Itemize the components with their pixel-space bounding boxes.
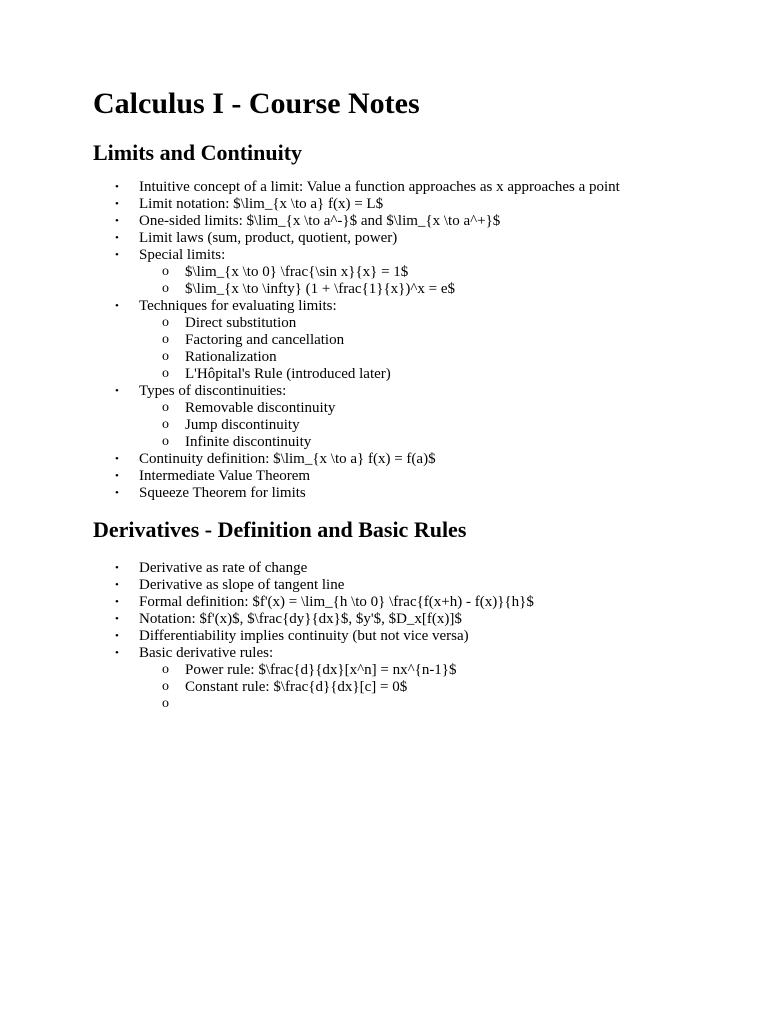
list-item-text: Squeeze Theorem for limits: [139, 485, 306, 501]
list-item: [93, 628, 713, 645]
sub-list-item-text: Constant rule: $\frac{d}{dx}[c] = 0$: [185, 679, 408, 695]
bullet-marker: •: [115, 647, 119, 659]
sub-list-item: [93, 332, 713, 349]
list-item-text: Continuity definition: $\lim_{x \to a} f(x) = f(a)$: [139, 451, 436, 467]
bullet-marker: •: [115, 181, 119, 193]
list-item-text: Derivative as slope of tangent line: [139, 577, 345, 593]
list-item: [93, 611, 713, 628]
sub-list-item: [93, 662, 713, 679]
bullet-marker: •: [115, 215, 119, 227]
sub-list-item-text: Factoring and cancellation: [185, 332, 345, 348]
bullet-marker: •: [115, 385, 119, 397]
list-item-text: Notation: $f'(x)$, $\frac{dy}{dx}$, $y'$, $D_x[f(x)]$: [139, 611, 462, 627]
bullet-marker: •: [115, 198, 119, 210]
section-heading: Derivatives - Definition and Basic Rules: [93, 517, 467, 542]
bullet-marker: •: [115, 630, 119, 642]
list-item-text: Intuitive concept of a limit: Value a function approaches as x approaches a point: [139, 179, 620, 195]
list-item: [93, 230, 713, 247]
sub-list-item: [93, 315, 713, 332]
bullet-marker: •: [115, 453, 119, 465]
sub-bullet-marker: o: [162, 349, 169, 364]
list-item-text: Basic derivative rules:: [139, 645, 274, 661]
sub-list: [139, 662, 713, 713]
list-item-text: Types of discontinuities:: [139, 383, 287, 399]
sub-list: [139, 315, 713, 383]
sub-bullet-marker: o: [162, 366, 169, 381]
sub-list-item-text: [185, 696, 189, 713]
sub-bullet-marker: o: [162, 400, 169, 415]
sub-list-item: [93, 400, 713, 417]
sub-list-item-text: Direct substitution: [185, 315, 297, 331]
list-item-text: Derivative as rate of change: [139, 560, 308, 576]
sub-list-item: [93, 349, 713, 366]
bullet-marker: •: [115, 562, 119, 574]
list-item: [93, 247, 713, 298]
sub-list-item: [93, 696, 713, 713]
sub-list-item-text: Jump discontinuity: [185, 417, 300, 433]
list-item-text: Special limits:: [139, 247, 226, 263]
bullet-marker: •: [115, 579, 119, 591]
bullet-list: [93, 179, 713, 502]
document-page: [93, 86, 713, 713]
sub-list: [139, 264, 713, 298]
sub-list-item: [93, 281, 713, 298]
sub-bullet-marker: o: [162, 315, 169, 330]
bullet-marker: •: [115, 249, 119, 261]
document-body: [93, 139, 713, 713]
list-item: [93, 383, 713, 451]
list-item: [93, 577, 713, 594]
list-item-text: Techniques for evaluating limits:: [139, 298, 337, 314]
list-item: [93, 298, 713, 383]
list-item-text: Intermediate Value Theorem: [139, 468, 311, 484]
list-item-text: Limit laws (sum, product, quotient, power): [139, 230, 398, 246]
sub-list: [139, 400, 713, 451]
sub-bullet-marker: o: [162, 281, 169, 296]
list-item: [93, 468, 713, 485]
page-title: Calculus I - Course Notes: [93, 87, 420, 120]
sub-bullet-marker: o: [162, 434, 169, 449]
list-item: [93, 485, 713, 502]
sub-bullet-marker: o: [162, 679, 169, 694]
bullet-marker: •: [115, 232, 119, 244]
sub-bullet-marker: o: [162, 332, 169, 347]
sub-list-item-text: Rationalization: [185, 349, 277, 365]
bullet-marker: •: [115, 613, 119, 625]
sub-list-item-text: $\lim_{x \to 0} \frac{\sin x}{x} = 1$: [185, 264, 409, 280]
sub-bullet-marker: o: [162, 696, 169, 711]
bullet-marker: •: [115, 596, 119, 608]
list-item: [93, 594, 713, 611]
sub-list-item-text: Power rule: $\frac{d}{dx}[x^n] = nx^{n-1}$: [185, 662, 457, 678]
bullet-marker: •: [115, 470, 119, 482]
sub-list-item: [93, 264, 713, 281]
sub-list-item: [93, 679, 713, 696]
bullet-list: [93, 560, 713, 713]
list-item-text: Limit notation: $\lim_{x \to a} f(x) = L$: [139, 196, 384, 212]
section-heading: Limits and Continuity: [93, 140, 303, 165]
sub-list-item-text: Removable discontinuity: [185, 400, 336, 416]
list-item: [93, 645, 713, 713]
list-item-text: One-sided limits: $\lim_{x \to a^-}$ and $\lim_{x \to a^+}$: [139, 213, 501, 229]
list-item-text: Differentiability implies continuity (but not vice versa): [139, 628, 469, 644]
list-item: [93, 451, 713, 468]
sub-list-item-text: Infinite discontinuity: [185, 434, 312, 450]
list-item-text: Formal definition: $f'(x) = \lim_{h \to 0} \frac{f(x+h) - f(x)}{h}$: [139, 594, 534, 610]
list-item: [93, 196, 713, 213]
list-item: [93, 179, 713, 196]
sub-bullet-marker: o: [162, 417, 169, 432]
sub-list-item: [93, 417, 713, 434]
sub-bullet-marker: o: [162, 662, 169, 677]
bullet-marker: •: [115, 300, 119, 312]
sub-list-item-text: $\lim_{x \to \infty} (1 + \frac{1}{x})^x = e$: [185, 281, 456, 297]
sub-bullet-marker: o: [162, 264, 169, 279]
bullet-marker: •: [115, 487, 119, 499]
list-item: [93, 560, 713, 577]
sub-list-item: [93, 434, 713, 451]
sub-list-item: [93, 366, 713, 383]
list-item: [93, 213, 713, 230]
sub-list-item-text: L'Hôpital's Rule (introduced later): [185, 366, 391, 382]
